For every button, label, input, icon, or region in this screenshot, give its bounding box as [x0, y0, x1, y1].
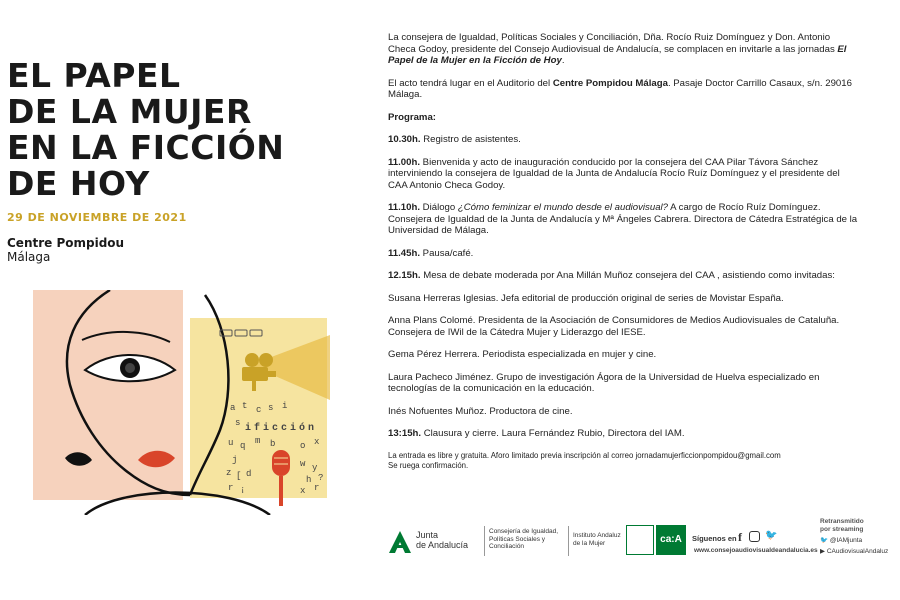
siguenos-label: Síguenos en: [692, 534, 737, 543]
iam-name: Instituto Andaluz de la Mujer: [573, 532, 621, 547]
svg-text:m: m: [255, 436, 261, 446]
svg-text:ó: ó: [299, 423, 306, 434]
svg-text:c: c: [272, 423, 279, 434]
guest-4: Laura Pacheco Jiménez. Grupo de investigación Ágora de la Universidad de Huelva especializado en tecnologías de la comunicación en la educación.: [388, 371, 820, 394]
svg-text:o: o: [300, 441, 306, 451]
svg-text:¡: ¡: [240, 485, 246, 495]
title-line-4: DE HOY: [7, 164, 150, 203]
program-item-3: 11.10h. Diálogo ¿Cómo feminizar el mundo desde el audiovisual? A cargo de Rocío Ruíz Domínguez. Consejera de Igualdad de la Junta de Andalucía y Mª Ángeles Cabrera. Directora de Cátedra Estratégica de la Universidad de Málaga.: [388, 202, 858, 236]
svg-text:y: y: [312, 463, 318, 473]
guest-3: Gema Pérez Herrera. Periodista especializada en mujer y cine.: [388, 349, 657, 360]
consejeria-name: Consejería de Igualdad, Políticas Sociales y Conciliación: [489, 528, 559, 550]
svg-text:n: n: [308, 423, 315, 434]
guest-5: Inés Nofuentes Muñoz. Productora de cine.: [388, 405, 573, 417]
svg-text:j: j: [232, 455, 238, 465]
youtube-icon: ▶: [820, 548, 827, 555]
guest-1: Susana Herreras Iglesias. Jefa editorial de producción original de series de Movistar España.: [388, 292, 784, 304]
svg-text:i: i: [245, 423, 252, 434]
svg-text:[: [: [236, 471, 242, 481]
caa-handle[interactable]: ▶ CAudiovisualAndaluz: [820, 548, 889, 555]
streaming-label: Retransmitido por streaming: [820, 518, 864, 533]
junta-mini-logo: [626, 525, 654, 555]
guest-2: Anna Plans Colomé. Presidenta de la Asociación de Consumidores de Medios Audiovisuales de Cataluña. Consejera de IWil de la Cátedra Mujer y Liderazgo del IESE.: [388, 315, 840, 338]
svg-text:?: ?: [318, 473, 324, 483]
venue-city: Málaga: [7, 250, 51, 264]
caa-logo: ca:A: [656, 525, 686, 555]
svg-text:r: r: [228, 483, 234, 493]
instagram-icon[interactable]: [749, 531, 760, 542]
svg-text:x: x: [300, 486, 306, 496]
svg-text:i: i: [290, 423, 297, 434]
svg-text:h: h: [306, 475, 312, 485]
svg-text:x: x: [314, 437, 320, 447]
website-link[interactable]: www.consejoaudiovisualdeandalucia.es: [694, 547, 818, 554]
svg-text:z: z: [226, 468, 232, 478]
venue-name: Centre Pompidou: [7, 236, 125, 250]
svg-text:u: u: [228, 438, 234, 448]
event-title: [7, 58, 357, 202]
svg-text:s: s: [235, 418, 241, 428]
svg-text:w: w: [300, 459, 306, 469]
peach-panel: [33, 290, 183, 500]
location-paragraph: El acto tendrá lugar en el Auditorio del Centre Pompidou Málaga. Pasaje Doctor Carrillo Casaux, s/n. 29016 Málaga.: [388, 77, 852, 100]
title-line-2: DE LA MUJER: [7, 92, 252, 131]
registration-note: La entrada es libre y gratuita. Aforo limitado previa inscripción al correo jornadamujerficcionpompidou@gmail.com: [388, 450, 781, 460]
title-line-1: EL PAPEL: [7, 56, 181, 95]
junta-logo-icon: [388, 530, 412, 554]
program-item-2: 11.00h. Bienvenida y acto de inauguración conducido por la consejera del CAA Pilar Távora Sánchez interviniendo la consejera de Igualdad de la Junta de Andalucía Rocío Ruíz Domínguez y el presidente del CAA Antonio Checa Godoy.: [388, 156, 840, 191]
svg-text:b: b: [270, 439, 276, 449]
svg-text:s: s: [268, 403, 274, 413]
svg-text:i: i: [282, 401, 288, 411]
program-item-4: 11.45h. Pausa/café.: [388, 247, 474, 259]
twitter-icon[interactable]: 🐦: [765, 530, 778, 541]
svg-text:d: d: [246, 469, 252, 479]
confirmation-note: Se ruega confirmación.: [388, 460, 469, 470]
svg-text:a: a: [230, 403, 236, 413]
svg-text:t: t: [242, 401, 248, 411]
svg-text:c: c: [256, 405, 262, 415]
intro-paragraph: La consejera de Igualdad, Políticas Sociales y Conciliación, Dña. Rocío Ruiz Domínguez y Don. Antonio Checa Godoy, presidente del Consejo Audiovisual de Andalucía, se complacen en invitarle a las jornadas El Papel de la Mujer en la Ficción de Hoy.: [388, 32, 847, 66]
footer-logos: [388, 520, 900, 570]
iam-handle[interactable]: 🐦 @IAMjunta: [820, 537, 863, 544]
svg-text:q: q: [240, 441, 246, 451]
svg-text:i: i: [263, 423, 270, 434]
event-venue: [7, 236, 124, 264]
program-item-6: 13:15h. Clausura y cierre. Laura Fernández Rubio, Directora del IAM.: [388, 428, 685, 439]
poster-illustration: [30, 290, 330, 515]
title-line-3: EN LA FICCIÓN: [7, 128, 285, 167]
facebook-icon[interactable]: f: [738, 530, 742, 544]
junta-name: Junta de Andalucía: [416, 530, 469, 550]
svg-text:c: c: [281, 423, 288, 434]
program-label: Programa:: [388, 111, 436, 123]
program-item-5: 12.15h. Mesa de debate moderada por Ana Millán Muñoz consejera del CAA , asistiendo como invitadas:: [388, 270, 835, 281]
event-date: 29 DE NOVIEMBRE DE 2021: [7, 211, 187, 224]
svg-text:f: f: [254, 423, 261, 434]
program-item-1: 10.30h. Registro de asistentes.: [388, 134, 521, 145]
invitation-text: [388, 32, 858, 471]
svg-text:r: r: [314, 483, 320, 493]
twitter-small-icon: 🐦: [820, 537, 830, 544]
